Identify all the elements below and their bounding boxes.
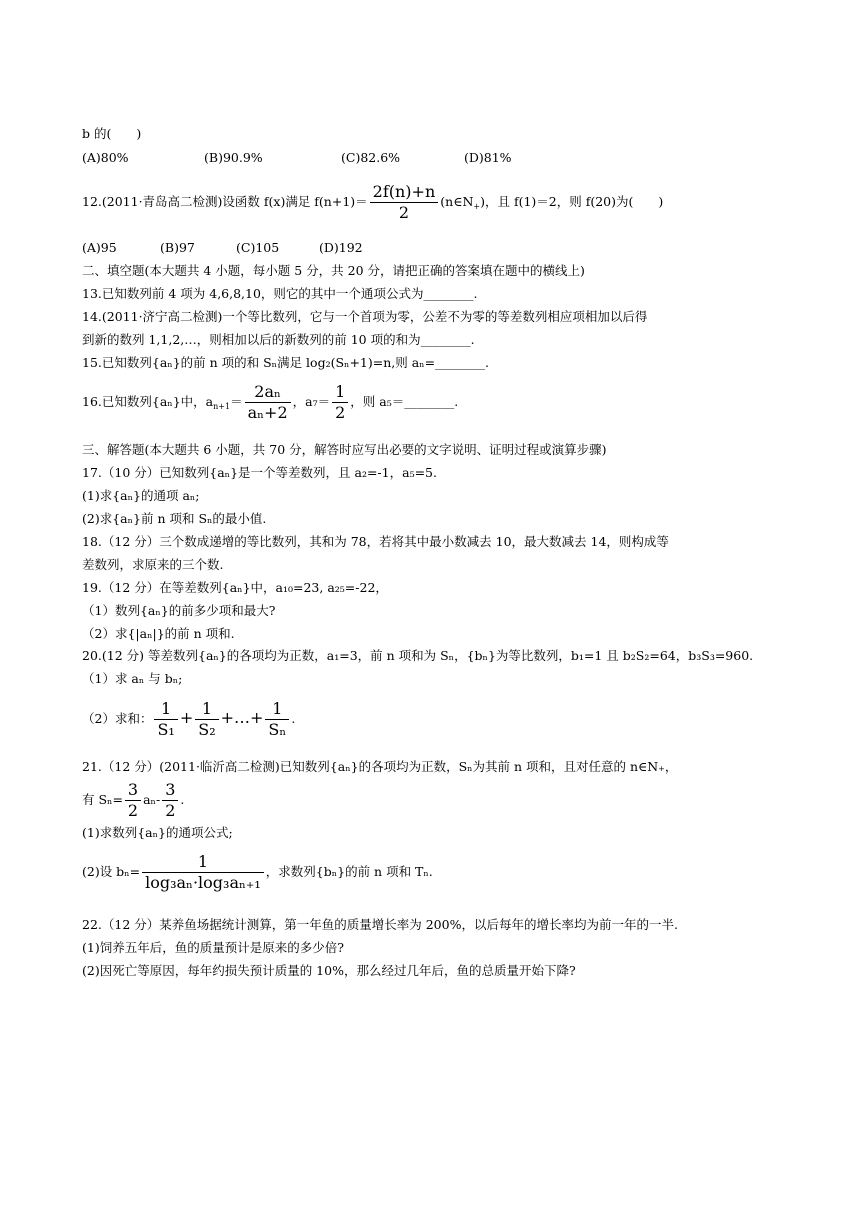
q20-f2-den: S₂ xyxy=(195,719,218,740)
q16-sub: n+1 xyxy=(213,402,231,411)
q21-fb-den: 2 xyxy=(162,800,178,821)
q12-option-c: (C)105 xyxy=(236,240,280,255)
q12-suffix-a: (n∈N xyxy=(440,194,474,209)
q20-fraction-2 xyxy=(195,699,218,740)
q20-sum-line xyxy=(82,696,295,741)
q19-line-3: （2）求{|aₙ|}的前 n 项和. xyxy=(82,626,235,641)
q12-frac-num: 2f(n)+n xyxy=(372,182,436,201)
q21-line-4 xyxy=(82,850,433,894)
q21-fb-num: 3 xyxy=(165,780,176,799)
q20-sum-prefix: （2）求和： xyxy=(82,711,153,726)
q20-f1-den: S₁ xyxy=(154,719,177,740)
q21-fraction-c xyxy=(142,852,264,893)
q21-fa-num: 3 xyxy=(127,780,139,799)
q18-line-2: 差数列，求原来的三个数. xyxy=(82,557,224,572)
q21-fraction-b xyxy=(162,780,178,821)
q20-plus: + xyxy=(179,708,194,727)
q21-line2-mid: aₙ- xyxy=(143,792,161,807)
q16-frac1-num: 2aₙ xyxy=(254,382,281,401)
q21-line-1: 21.（12 分）(2011·临沂高二检测)已知数列{aₙ}的各项均为正数，Sₙ为其前 n 项和，且对任意的 n∈N₊， xyxy=(82,759,678,774)
q21-line2-prefix: 有 Sₙ= xyxy=(82,792,123,807)
q22-line-2: (1)饲养五年后，鱼的质量预计是原来的多少倍? xyxy=(82,940,344,955)
section-2-heading: 二、填空题(本大题共 4 小题，每小题 5 分，共 20 分，请把正确的答案填在题中的横线上) xyxy=(82,263,585,278)
q21-fraction-a xyxy=(125,780,141,821)
q21-line2-end: . xyxy=(180,792,185,807)
section-3-heading: 三、解答题(本大题共 6 小题，共 70 分，解答时应写出必要的文字说明、证明过程或演算步骤) xyxy=(82,442,607,457)
q12-suffix-sub: + xyxy=(473,202,481,211)
q20-line-1: 20.(12 分) 等差数列{aₙ}的各项均为正数，a₁=3，前 n 项和为 Sₙ，{bₙ}为等比数列，b₁=1 且 b₂S₂=64，b₃S₃=960. xyxy=(82,648,754,663)
q14-line-1: 14.(2011·济宁高二检测)一个等比数列，它与一个首项为零，公差不为零的等差数列相应项相加以后得 xyxy=(82,309,648,324)
q17-line-3: (2)求{aₙ}前 n 项和 Sₙ的最小值. xyxy=(82,511,267,526)
q12-stem xyxy=(82,180,663,224)
q16-frac2-num: 1 xyxy=(335,382,346,401)
q13-text: 13.已知数列前 4 项为 4,6,8,10，则它的其中一个通项公式为________. xyxy=(82,286,478,301)
q11-tail: b 的( ) xyxy=(82,126,142,141)
q20-f3-den: Sₙ xyxy=(265,719,289,740)
q19-line-2: （1）数列{aₙ}的前多少项和最大? xyxy=(82,603,276,618)
q15-text: 15.已知数列{aₙ}的前 n 项的和 Sₙ满足 log₂(Sₙ+1)=n,则 aₙ=________. xyxy=(82,355,490,370)
q14-line-2: 到新的数列 1,1,2,…，则相加以后的新数列的前 10 项的和为________. xyxy=(82,332,475,347)
q12-frac-den: 2 xyxy=(370,202,439,223)
q20-end: . xyxy=(291,711,296,726)
q22-line-3: (2)因死亡等原因，每年约损失预计质量的 10%，那么经过几年后，鱼的总质量开始下降? xyxy=(82,963,576,978)
q17-line-1: 17.（10 分）已知数列{aₙ}是一个等差数列，且 a₂=-1，a₅=5. xyxy=(82,465,437,480)
q21-line-2 xyxy=(82,778,184,822)
q20-fraction-3 xyxy=(265,699,289,740)
q11-option-b: (B)90.9% xyxy=(204,150,263,165)
q12-suffix-b: )，且 f(1)＝2，则 f(20)为( ) xyxy=(480,194,664,209)
q21-line4-suffix: ，求数列{bₙ}的前 n 项和 Tₙ. xyxy=(265,864,433,879)
q11-option-a: (A)80% xyxy=(82,150,129,165)
q20-dots: +…+ xyxy=(220,708,264,727)
q21-line4-prefix: (2)设 bₙ= xyxy=(82,864,141,879)
q21-fc-num: 1 xyxy=(197,852,209,871)
q16-fraction-1 xyxy=(245,382,291,423)
q20-f2-num: 1 xyxy=(201,699,213,718)
q20-fraction-1 xyxy=(154,699,177,740)
q16-stem xyxy=(82,380,458,424)
q17-line-2: (1)求{aₙ}的通项 aₙ; xyxy=(82,488,200,503)
q18-line-1: 18.（12 分）三个数成递增的等比数列，其和为 78，若将其中最小数减去 10，最大数减去 14，则构成等 xyxy=(82,534,669,549)
q20-line-2: （1）求 aₙ 与 bₙ; xyxy=(82,671,183,686)
q11-option-c: (C)82.6% xyxy=(341,150,401,165)
q12-option-d: (D)192 xyxy=(319,240,363,255)
q19-line-1: 19.（12 分）在等差数列{aₙ}中，a₁₀=23, a₂₅=-22， xyxy=(82,580,388,595)
q21-fc-den: log₃aₙ·log₃aₙ₊₁ xyxy=(142,872,264,893)
q21-fa-den: 2 xyxy=(125,800,141,821)
q12-prefix: 12.(2011·青岛高二检测)设函数 f(x)满足 f(n+1)＝ xyxy=(82,194,368,209)
q21-line-3: (1)求数列{aₙ}的通项公式; xyxy=(82,825,233,840)
q16-fraction-2 xyxy=(332,382,348,423)
q22-line-1: 22.（12 分）某养鱼场据统计测算，第一年鱼的质量增长率为 200%，以后每年的增长率均为前一年的一半. xyxy=(82,917,678,932)
q12-fraction xyxy=(370,182,439,223)
q16-suffix: ，则 a₅＝________. xyxy=(350,394,459,409)
q16-frac2-den: 2 xyxy=(332,402,348,423)
q16-mid: ，a₇＝ xyxy=(292,394,331,409)
q16-frac1-den: aₙ+2 xyxy=(245,402,291,423)
q16-eq: ＝ xyxy=(230,394,243,409)
q16-prefix: 16.已知数列{aₙ}中，a xyxy=(82,394,214,409)
q20-f3-num: 1 xyxy=(272,699,283,718)
q12-option-b: (B)97 xyxy=(160,240,195,255)
q20-f1-num: 1 xyxy=(161,699,172,718)
q12-option-a: (A)95 xyxy=(82,240,117,255)
q11-option-d: (D)81% xyxy=(464,150,512,165)
